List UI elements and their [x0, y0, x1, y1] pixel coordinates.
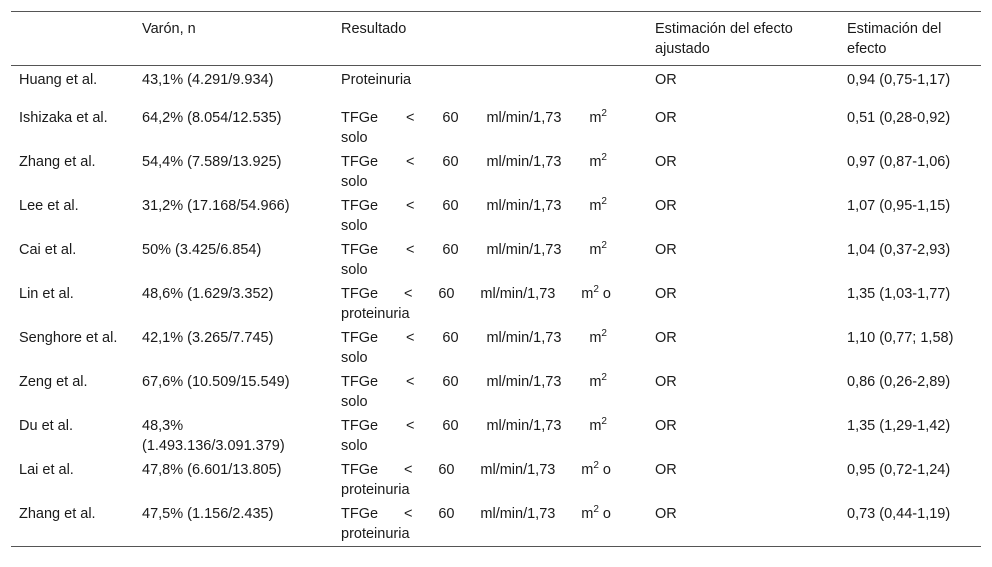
result-unit: ml/min/1,73 [480, 461, 556, 478]
cell-result [333, 150, 647, 194]
cell-adjusted-estimate: OR [655, 285, 677, 302]
header-adjusted-estimate: Estimación del efecto ajustado [655, 21, 793, 57]
cell-study: Zeng et al. [19, 373, 88, 390]
result-unit: ml/min/1,73 [480, 285, 556, 302]
table-header-row [11, 12, 981, 66]
result-label: TFGe [341, 417, 379, 434]
result-unit: ml/min/1,73 [486, 241, 562, 258]
result-symbol: < [403, 285, 413, 302]
cell-study: Senghore et al. [19, 329, 118, 346]
results-table-container [11, 11, 981, 547]
result-area-exponent: 2 [593, 503, 599, 515]
table-row [11, 66, 981, 106]
result-tail: o [598, 505, 611, 522]
cell-study: Lin et al. [19, 285, 74, 302]
result-label: TFGe [341, 241, 379, 258]
cell-male: 31,2% (17.168/54.966) [142, 197, 290, 214]
cell-result [333, 370, 647, 414]
table-row [11, 326, 981, 370]
result-criterion [341, 108, 607, 128]
cell-study: Lee et al. [19, 197, 79, 214]
cell-adjusted-estimate: OR [655, 329, 677, 346]
result-second-line: proteinuria [341, 481, 410, 498]
cell-adjusted-estimate: OR [655, 197, 677, 214]
cell-male: 48,3% (1.493.136/3.091.379) [142, 417, 285, 454]
result-area-exponent: 2 [593, 283, 599, 295]
cell-estimate: 0,86 (0,26-2,89) [847, 373, 951, 390]
result-area-unit [589, 240, 607, 260]
result-label: TFGe [341, 461, 379, 478]
header-result: Resultado [341, 21, 407, 37]
result-value: 60 [442, 373, 459, 390]
result-area-base: m [589, 153, 602, 170]
result-tail: o [598, 461, 611, 478]
result-unit: ml/min/1,73 [486, 373, 562, 390]
result-label: TFGe [341, 373, 379, 390]
result-value: 60 [438, 461, 455, 478]
result-symbol: < [405, 373, 415, 390]
cell-male: 42,1% (3.265/7.745) [142, 329, 274, 346]
table-row [11, 414, 981, 458]
cell-adjusted-estimate: OR [655, 373, 677, 390]
result-tail: o [598, 285, 611, 302]
cell-adjusted-estimate: OR [655, 417, 677, 434]
cell-male: 48,6% (1.629/3.352) [142, 285, 274, 302]
result-area-base: m [589, 373, 602, 390]
result-label: TFGe [341, 153, 379, 170]
result-symbol: < [403, 461, 413, 478]
result-criterion [341, 240, 607, 260]
result-unit: ml/min/1,73 [486, 109, 562, 126]
cell-result [333, 326, 647, 370]
cell-result [333, 66, 647, 106]
cell-study: Ishizaka et al. [19, 109, 108, 126]
cell-estimate: 0,73 (0,44-1,19) [847, 505, 951, 522]
result-area-base: m [589, 329, 602, 346]
result-area-unit [581, 460, 611, 480]
cell-study: Huang et al. [19, 72, 98, 88]
result-value: 60 [438, 505, 455, 522]
cell-study: Zhang et al. [19, 153, 96, 170]
result-unit: ml/min/1,73 [486, 197, 562, 214]
result-criterion [341, 416, 607, 436]
result-symbol: < [405, 241, 415, 258]
cell-estimate: 0,94 (0,75-1,17) [847, 72, 951, 88]
result-second-line: solo [341, 393, 368, 410]
cell-result [333, 502, 647, 547]
result-area-base: m [589, 417, 602, 434]
result-value: 60 [442, 241, 459, 258]
result-second-line: proteinuria [341, 305, 410, 322]
result-unit: ml/min/1,73 [486, 417, 562, 434]
result-value: 60 [438, 285, 455, 302]
cell-estimate: 0,95 (0,72-1,24) [847, 461, 951, 478]
result-area-exponent: 2 [601, 239, 607, 251]
cell-estimate: 1,35 (1,29-1,42) [847, 417, 951, 434]
cell-estimate: 0,51 (0,28-0,92) [847, 109, 951, 126]
cell-study: Du et al. [19, 417, 73, 434]
header-male: Varón, n [142, 21, 196, 37]
result-unit: ml/min/1,73 [486, 153, 562, 170]
result-symbol: < [405, 197, 415, 214]
result-symbol: < [405, 153, 415, 170]
cell-male: 64,2% (8.054/12.535) [142, 109, 282, 126]
result-area-exponent: 2 [601, 151, 607, 163]
cell-male: 47,5% (1.156/2.435) [142, 505, 274, 522]
cell-study: Zhang et al. [19, 505, 96, 522]
cell-estimate: 1,07 (0,95-1,15) [847, 197, 951, 214]
result-second-line: proteinuria [341, 525, 410, 542]
result-label: TFGe [341, 109, 379, 126]
result-value: 60 [442, 153, 459, 170]
cell-result [333, 194, 647, 238]
result-area-base: m [581, 285, 594, 302]
result-second-line: solo [341, 261, 368, 278]
result-value: 60 [442, 329, 459, 346]
result-second-line: solo [341, 129, 368, 146]
cell-adjusted-estimate: OR [655, 505, 677, 522]
cell-male: 54,4% (7.589/13.925) [142, 153, 282, 170]
cell-adjusted-estimate: OR [655, 153, 677, 170]
cell-adjusted-estimate: OR [655, 241, 677, 258]
result-area-exponent: 2 [601, 195, 607, 207]
result-area-exponent: 2 [601, 107, 607, 119]
cell-study: Cai et al. [19, 241, 77, 258]
result-area-base: m [589, 109, 602, 126]
result-text: Proteinuria [341, 72, 412, 88]
result-label: TFGe [341, 285, 379, 302]
cell-result [333, 458, 647, 502]
result-criterion [341, 152, 607, 172]
table-row [11, 194, 981, 238]
table-row [11, 458, 981, 502]
result-area-base: m [581, 505, 594, 522]
cell-male: 43,1% (4.291/9.934) [142, 72, 274, 88]
result-value: 60 [442, 197, 459, 214]
result-area-unit [581, 504, 611, 524]
result-area-exponent: 2 [601, 371, 607, 383]
result-symbol: < [403, 505, 413, 522]
table-row [11, 238, 981, 282]
cell-male: 47,8% (6.601/13.805) [142, 461, 282, 478]
result-area-unit [581, 284, 611, 304]
cell-male: 50% (3.425/6.854) [142, 241, 262, 258]
cell-result [333, 282, 647, 326]
table-body [11, 66, 981, 547]
result-label: TFGe [341, 197, 379, 214]
header-study [11, 12, 134, 66]
result-second-line: solo [341, 217, 368, 234]
cell-study: Lai et al. [19, 461, 74, 478]
table-row [11, 282, 981, 326]
result-criterion [341, 328, 607, 348]
result-unit: ml/min/1,73 [486, 329, 562, 346]
result-criterion [341, 284, 611, 304]
header-estimate: Estimación del efecto [847, 21, 942, 57]
cell-estimate: 0,97 (0,87-1,06) [847, 153, 951, 170]
result-area-unit [589, 328, 607, 348]
result-criterion [341, 460, 611, 480]
result-symbol: < [405, 109, 415, 126]
result-area-base: m [589, 241, 602, 258]
result-unit: ml/min/1,73 [480, 505, 556, 522]
result-area-exponent: 2 [593, 459, 599, 471]
cell-result [333, 238, 647, 282]
results-table [11, 11, 981, 547]
table-row [11, 502, 981, 547]
result-area-base: m [581, 461, 594, 478]
result-value: 60 [442, 417, 459, 434]
result-criterion [341, 372, 607, 392]
result-area-unit [589, 108, 607, 128]
cell-estimate: 1,10 (0,77; 1,58) [847, 329, 954, 346]
cell-adjusted-estimate: OR [655, 109, 677, 126]
result-criterion [341, 504, 611, 524]
result-area-unit [589, 416, 607, 436]
cell-result [333, 106, 647, 150]
cell-result [333, 414, 647, 458]
table-row [11, 150, 981, 194]
result-area-exponent: 2 [601, 415, 607, 427]
cell-adjusted-estimate: OR [655, 72, 677, 88]
result-area-unit [589, 196, 607, 216]
result-area-unit [589, 152, 607, 172]
result-label: TFGe [341, 505, 379, 522]
result-value: 60 [442, 109, 459, 126]
result-area-unit [589, 372, 607, 392]
result-area-exponent: 2 [601, 327, 607, 339]
table-row [11, 106, 981, 150]
table-row [11, 370, 981, 414]
result-label: TFGe [341, 329, 379, 346]
result-symbol: < [405, 417, 415, 434]
cell-estimate: 1,35 (1,03-1,77) [847, 285, 951, 302]
result-second-line: solo [341, 349, 368, 366]
result-second-line: solo [341, 437, 368, 454]
result-area-base: m [589, 197, 602, 214]
result-symbol: < [405, 329, 415, 346]
result-criterion [341, 196, 607, 216]
cell-adjusted-estimate: OR [655, 461, 677, 478]
result-second-line: solo [341, 173, 368, 190]
cell-estimate: 1,04 (0,37-2,93) [847, 241, 951, 258]
cell-male: 67,6% (10.509/15.549) [142, 373, 290, 390]
